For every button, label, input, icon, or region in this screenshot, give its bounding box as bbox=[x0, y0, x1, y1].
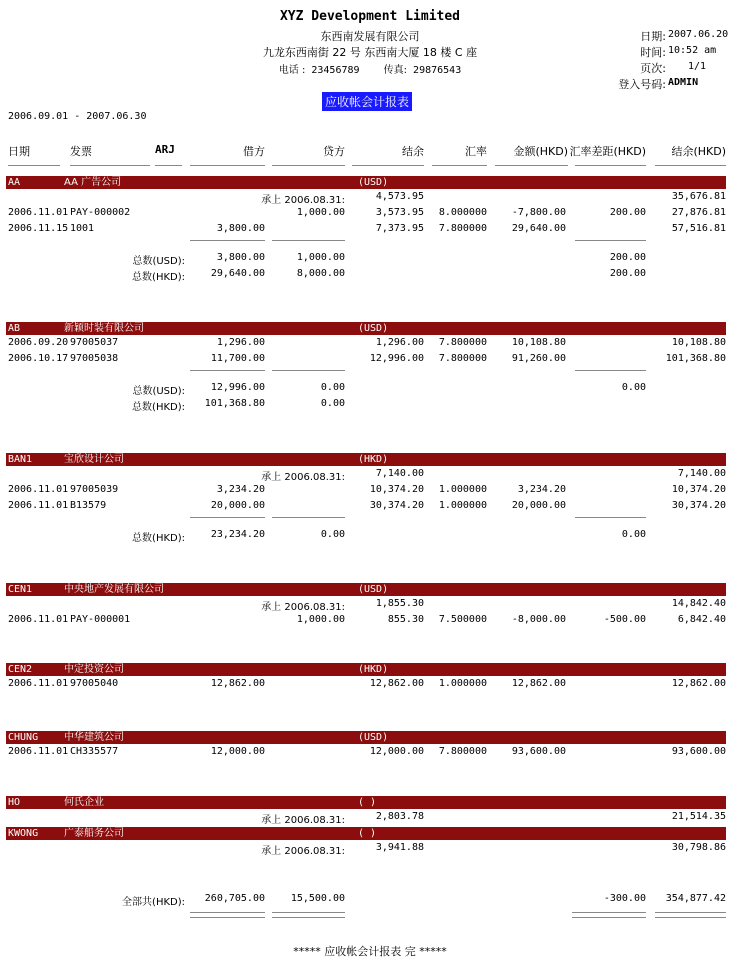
total-debit: 101,368.80 bbox=[204, 398, 265, 409]
row-balance-hkd: 10,374.20 bbox=[671, 484, 726, 495]
total-credit: 0.00 bbox=[320, 529, 345, 540]
customer-name: 何氏企业 bbox=[64, 797, 104, 808]
subtotal-rule bbox=[272, 370, 345, 371]
column-header: 日期 bbox=[8, 145, 30, 158]
customer-name: 新颖时装有限公司 bbox=[64, 323, 144, 334]
row-balance: 12,862.00 bbox=[369, 678, 424, 689]
opening-label: 承上 2006.08.31: bbox=[261, 815, 345, 826]
customer-code: KWONG bbox=[8, 828, 39, 839]
column-header-rule bbox=[272, 165, 345, 166]
column-header-rule bbox=[432, 165, 487, 166]
total-label: 总数(USD): bbox=[132, 256, 185, 267]
row-amount-hkd: -8,000.00 bbox=[511, 614, 566, 625]
page-label: 页次: bbox=[640, 62, 666, 75]
column-header: ARJ bbox=[155, 143, 175, 156]
customer-code: AB bbox=[8, 323, 21, 334]
row-amount-hkd: 12,862.00 bbox=[511, 678, 566, 689]
row-credit: 1,000.00 bbox=[296, 614, 345, 625]
row-rate: 7.500000 bbox=[438, 614, 487, 625]
row-balance: 855.30 bbox=[387, 614, 424, 625]
row-balance-hkd: 57,516.81 bbox=[671, 223, 726, 234]
column-header-rule bbox=[575, 165, 646, 166]
column-header: 汇率 bbox=[465, 145, 487, 158]
total-debit: 29,640.00 bbox=[210, 268, 265, 279]
customer-currency: (USD) bbox=[358, 584, 389, 595]
row-date: 2006.11.15 bbox=[8, 223, 69, 234]
row-balance-hkd: 10,108.80 bbox=[671, 337, 726, 348]
column-header-rule bbox=[70, 165, 150, 166]
customer-name: 中央地产发展有限公司 bbox=[64, 584, 164, 595]
row-credit: 1,000.00 bbox=[296, 207, 345, 218]
row-rate: 7.800000 bbox=[438, 223, 487, 234]
row-balance-hkd: 27,876.81 bbox=[671, 207, 726, 218]
column-header: 贷方 bbox=[323, 145, 345, 158]
row-rate-diff: -500.00 bbox=[603, 614, 646, 625]
row-debit: 12,000.00 bbox=[210, 746, 265, 757]
customer-name: 宝欣设计公司 bbox=[64, 454, 124, 465]
column-header: 结余 bbox=[402, 145, 424, 158]
subtotal-rule bbox=[575, 517, 646, 518]
customer-currency: ( ) bbox=[358, 797, 377, 808]
row-amount-hkd: -7,800.00 bbox=[511, 207, 566, 218]
subtotal-rule bbox=[272, 240, 345, 241]
row-balance-hkd: 6,842.40 bbox=[677, 614, 726, 625]
row-invoice: PAY-000002 bbox=[70, 207, 131, 218]
total-credit: 0.00 bbox=[320, 398, 345, 409]
grand-total-rate-diff: -300.00 bbox=[603, 893, 646, 904]
row-rate: 7.800000 bbox=[438, 337, 487, 348]
customer-code: BAN1 bbox=[8, 454, 33, 465]
total-rate-diff: 200.00 bbox=[609, 252, 646, 263]
grand-total-double-rule bbox=[572, 912, 646, 918]
login-label: 登入号码: bbox=[618, 78, 666, 91]
row-rate: 8.000000 bbox=[438, 207, 487, 218]
customer-currency: (USD) bbox=[358, 323, 389, 334]
total-label: 总数(HKD): bbox=[132, 402, 185, 413]
total-label: 总数(HKD): bbox=[132, 533, 185, 544]
row-amount-hkd: 10,108.80 bbox=[511, 337, 566, 348]
row-rate: 1.000000 bbox=[438, 484, 487, 495]
row-debit: 12,862.00 bbox=[210, 678, 265, 689]
login-id: ADMIN bbox=[668, 77, 699, 88]
customer-header-bar bbox=[6, 176, 726, 189]
column-header: 借方 bbox=[243, 145, 265, 158]
row-balance: 10,374.20 bbox=[369, 484, 424, 495]
row-date: 2006.11.01 bbox=[8, 207, 69, 218]
subtotal-rule bbox=[575, 240, 646, 241]
total-label: 总数(USD): bbox=[132, 386, 185, 397]
row-balance-hkd: 101,368.80 bbox=[665, 353, 726, 364]
customer-header-bar bbox=[6, 731, 726, 744]
grand-total-label: 全部共(HKD): bbox=[122, 897, 185, 908]
row-invoice: 97005039 bbox=[70, 484, 119, 495]
customer-code: CEN1 bbox=[8, 584, 33, 595]
row-date: 2006.11.01 bbox=[8, 500, 69, 511]
opening-balance-hkd: 21,514.35 bbox=[671, 811, 726, 822]
row-balance-hkd: 30,374.20 bbox=[671, 500, 726, 511]
customer-header-bar bbox=[6, 663, 726, 676]
customer-header-bar bbox=[6, 796, 726, 809]
fax-number: 29876543 bbox=[413, 65, 462, 76]
row-debit: 1,296.00 bbox=[216, 337, 265, 348]
row-date: 2006.11.01 bbox=[8, 614, 69, 625]
customer-header-bar bbox=[6, 827, 726, 840]
row-date: 2006.11.01 bbox=[8, 678, 69, 689]
row-balance: 30,374.20 bbox=[369, 500, 424, 511]
row-balance: 1,296.00 bbox=[375, 337, 424, 348]
opening-balance-hkd: 7,140.00 bbox=[677, 468, 726, 479]
row-balance-hkd: 12,862.00 bbox=[671, 678, 726, 689]
customer-currency: (USD) bbox=[358, 177, 389, 188]
opening-balance-hkd: 35,676.81 bbox=[671, 191, 726, 202]
opening-label: 承上 2006.08.31: bbox=[261, 846, 345, 857]
customer-header-bar bbox=[6, 583, 726, 596]
customer-header-bar bbox=[6, 453, 726, 466]
column-header-rule bbox=[190, 165, 265, 166]
total-debit: 3,800.00 bbox=[216, 252, 265, 263]
customer-name: 中华建筑公司 bbox=[64, 732, 124, 743]
row-amount-hkd: 93,600.00 bbox=[511, 746, 566, 757]
row-invoice: CH335577 bbox=[70, 746, 119, 757]
company-name-en: XYZ Development Limited bbox=[279, 9, 460, 24]
row-amount-hkd: 29,640.00 bbox=[511, 223, 566, 234]
customer-header-bar bbox=[6, 322, 726, 335]
column-header: 发票 bbox=[70, 145, 92, 158]
subtotal-rule bbox=[190, 517, 265, 518]
column-header-rule bbox=[8, 165, 60, 166]
column-header-rule bbox=[352, 165, 424, 166]
total-rate-diff: 0.00 bbox=[621, 382, 646, 393]
total-debit: 12,996.00 bbox=[210, 382, 265, 393]
report-date: 2007.06.20 bbox=[668, 29, 729, 40]
customer-code: CHUNG bbox=[8, 732, 39, 743]
row-invoice: B13579 bbox=[70, 500, 107, 511]
customer-currency: (HKD) bbox=[358, 454, 389, 465]
opening-label: 承上 2006.08.31: bbox=[261, 472, 345, 483]
customer-name: AA 广告公司 bbox=[64, 177, 122, 188]
row-date: 2006.11.01 bbox=[8, 484, 69, 495]
page-number: 1/1 bbox=[687, 61, 706, 72]
grand-total-double-rule bbox=[190, 912, 265, 918]
subtotal-rule bbox=[575, 370, 646, 371]
row-invoice: 97005037 bbox=[70, 337, 119, 348]
fax-label: 传真: bbox=[383, 65, 408, 76]
grand-total-double-rule bbox=[655, 912, 726, 918]
row-invoice: 97005040 bbox=[70, 678, 119, 689]
customer-currency: (USD) bbox=[358, 732, 389, 743]
column-header: 汇率差距(HKD) bbox=[569, 145, 646, 158]
row-amount-hkd: 20,000.00 bbox=[511, 500, 566, 511]
row-debit: 20,000.00 bbox=[210, 500, 265, 511]
opening-label: 承上 2006.08.31: bbox=[261, 195, 345, 206]
customer-name: 广泰船务公司 bbox=[64, 828, 124, 839]
grand-total-double-rule bbox=[272, 912, 345, 918]
total-credit: 0.00 bbox=[320, 382, 345, 393]
subtotal-rule bbox=[272, 517, 345, 518]
column-header-rule bbox=[655, 165, 726, 166]
row-balance-hkd: 93,600.00 bbox=[671, 746, 726, 757]
row-invoice: PAY-000001 bbox=[70, 614, 131, 625]
total-label: 总数(HKD): bbox=[132, 272, 185, 283]
opening-label: 承上 2006.08.31: bbox=[261, 602, 345, 613]
company-address: 九龙东西南街 22 号 东西南大厦 18 楼 C 座 bbox=[262, 46, 478, 59]
column-header-rule bbox=[155, 165, 182, 166]
report-title: 应收帐会计报表 bbox=[322, 92, 412, 111]
opening-balance: 7,140.00 bbox=[375, 468, 424, 479]
total-credit: 1,000.00 bbox=[296, 252, 345, 263]
opening-balance-hkd: 30,798.86 bbox=[671, 842, 726, 853]
opening-balance: 1,855.30 bbox=[375, 598, 424, 609]
customer-currency: (HKD) bbox=[358, 664, 389, 675]
column-header: 金额(HKD) bbox=[513, 145, 568, 158]
report-period: 2006.09.01 - 2007.06.30 bbox=[8, 111, 147, 122]
phone-label: 电话 : bbox=[278, 65, 306, 76]
row-rate: 7.800000 bbox=[438, 353, 487, 364]
row-balance: 3,573.95 bbox=[375, 207, 424, 218]
row-debit: 11,700.00 bbox=[210, 353, 265, 364]
grand-total-credit: 15,500.00 bbox=[290, 893, 345, 904]
row-date: 2006.11.01 bbox=[8, 746, 69, 757]
row-rate: 1.000000 bbox=[438, 678, 487, 689]
customer-code: CEN2 bbox=[8, 664, 33, 675]
subtotal-rule bbox=[190, 370, 265, 371]
row-balance: 12,000.00 bbox=[369, 746, 424, 757]
row-date: 2006.09.20 bbox=[8, 337, 69, 348]
customer-code: HO bbox=[8, 797, 21, 808]
row-invoice: 1001 bbox=[70, 223, 95, 234]
customer-name: 中定投资公司 bbox=[64, 664, 124, 675]
row-amount-hkd: 91,260.00 bbox=[511, 353, 566, 364]
row-balance: 12,996.00 bbox=[369, 353, 424, 364]
grand-total-debit: 260,705.00 bbox=[204, 893, 265, 904]
customer-code: AA bbox=[8, 177, 21, 188]
grand-total-balance-hkd: 354,877.42 bbox=[665, 893, 726, 904]
column-header-rule bbox=[495, 165, 568, 166]
company-name-cn: 东西南发展有限公司 bbox=[320, 30, 420, 43]
date-label: 日期: bbox=[640, 30, 666, 43]
total-rate-diff: 0.00 bbox=[621, 529, 646, 540]
report-footer: ***** 应收帐会计报表 完 ***** bbox=[293, 945, 447, 958]
opening-balance: 3,941.88 bbox=[375, 842, 424, 853]
row-rate: 1.000000 bbox=[438, 500, 487, 511]
opening-balance: 2,803.78 bbox=[375, 811, 424, 822]
subtotal-rule bbox=[190, 240, 265, 241]
time-label: 时间: bbox=[640, 46, 666, 59]
column-header: 结余(HKD) bbox=[671, 145, 726, 158]
row-balance: 7,373.95 bbox=[375, 223, 424, 234]
row-amount-hkd: 3,234.20 bbox=[517, 484, 566, 495]
row-rate: 7.800000 bbox=[438, 746, 487, 757]
opening-balance: 4,573.95 bbox=[375, 191, 424, 202]
row-invoice: 97005038 bbox=[70, 353, 119, 364]
row-debit: 3,800.00 bbox=[216, 223, 265, 234]
phone-number: 23456789 bbox=[311, 65, 360, 76]
customer-currency: ( ) bbox=[358, 828, 377, 839]
total-debit: 23,234.20 bbox=[210, 529, 265, 540]
report-time: 10:52 am bbox=[668, 45, 717, 56]
row-debit: 3,234.20 bbox=[216, 484, 265, 495]
row-rate-diff: 200.00 bbox=[609, 207, 646, 218]
opening-balance-hkd: 14,842.40 bbox=[671, 598, 726, 609]
row-date: 2006.10.17 bbox=[8, 353, 69, 364]
total-credit: 8,000.00 bbox=[296, 268, 345, 279]
total-rate-diff: 200.00 bbox=[609, 268, 646, 279]
